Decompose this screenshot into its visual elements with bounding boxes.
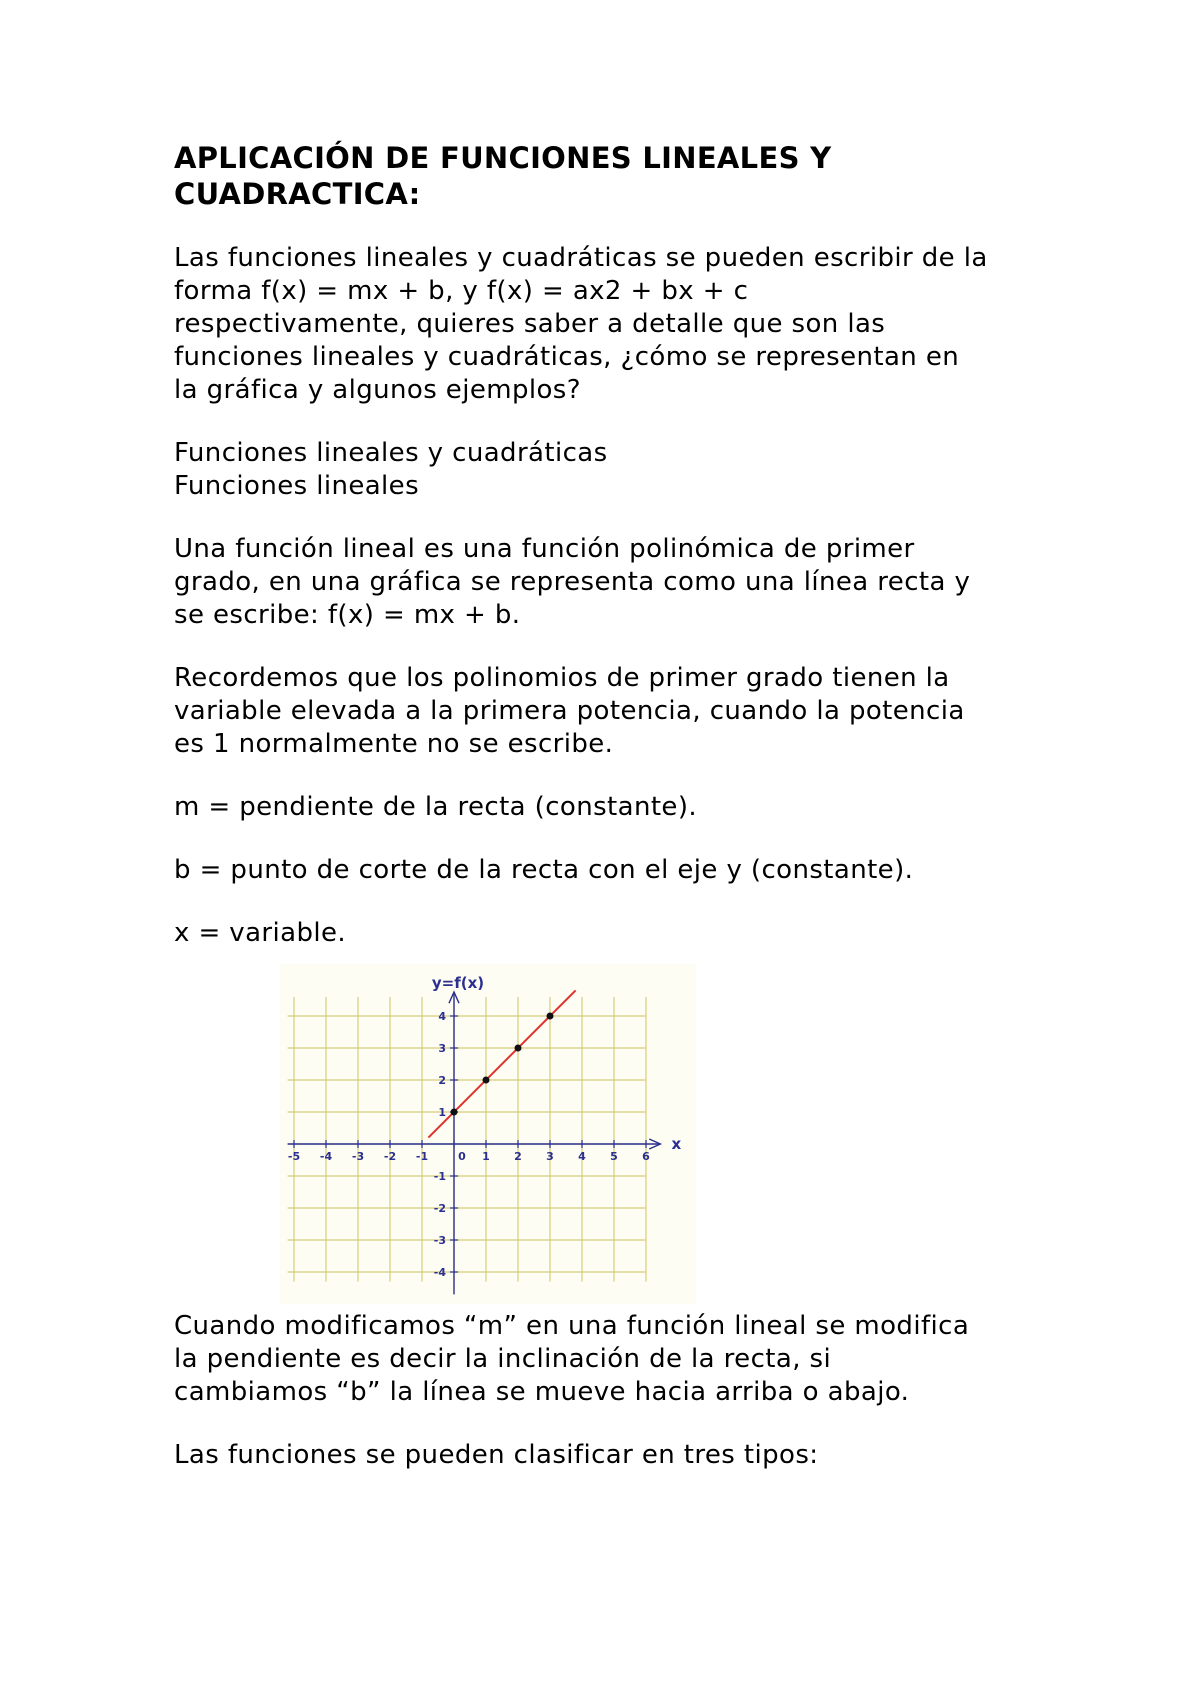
intro-line: la gráfica y algunos ejemplos?	[174, 375, 581, 405]
x-tick-label: 5	[610, 1150, 618, 1163]
y-tick-label: 1	[438, 1106, 446, 1119]
intro-line: Las funciones lineales y cuadráticas se pueden escribir de la	[174, 243, 988, 273]
y-tick-label: -1	[433, 1170, 446, 1183]
recall-line: es 1 normalmente no se escribe.	[174, 729, 614, 759]
x-axis-label: x	[671, 1135, 682, 1153]
classify-sentence: Las funciones se pueden clasificar en tres tipos:	[174, 1440, 819, 1470]
modify-line: cambiamos “b” la línea se mueve hacia arriba o abajo.	[174, 1377, 910, 1407]
data-point	[547, 1013, 554, 1020]
definition-line: se escribe: f(x) = mx + b.	[174, 600, 521, 630]
x-tick-label: 2	[514, 1150, 522, 1163]
x-tick-label: 3	[546, 1150, 554, 1163]
definition-paragraph	[174, 533, 1074, 632]
subsection-heading: Funciones lineales	[174, 471, 420, 501]
m-definition: m = pendiente de la recta (constante).	[174, 792, 698, 822]
x-tick-label: -2	[383, 1150, 397, 1163]
recall-line: Recordemos que los polinomios de primer grado tienen la	[174, 663, 950, 693]
x-tick-label: -3	[351, 1150, 365, 1163]
definition-line: Una función lineal es una función polinómica de primer	[174, 534, 915, 564]
x-definition: x = variable.	[174, 918, 347, 948]
document-page	[174, 140, 1074, 1472]
x-tick-label: -5	[287, 1150, 301, 1163]
recall-line: variable elevada a la primera potencia, cuando la potencia	[174, 696, 965, 726]
b-definition: b = punto de corte de la recta con el eje y (constante).	[174, 855, 914, 885]
y-tick-label: -4	[433, 1266, 446, 1279]
y-axis-label: y=f(x)	[431, 974, 485, 992]
y-tick-label: 3	[438, 1042, 446, 1055]
intro-line: funciones lineales y cuadráticas, ¿cómo se representan en	[174, 342, 960, 372]
x-tick-label: -1	[415, 1150, 429, 1163]
x-tick-label: -4	[319, 1150, 333, 1163]
intro-paragraph	[174, 242, 1074, 407]
x-tick-label: 0	[458, 1150, 466, 1163]
definition-line: grado, en una gráfica se representa como una línea recta y	[174, 567, 971, 597]
data-point	[483, 1077, 490, 1084]
recall-paragraph	[174, 662, 1074, 761]
function-line	[428, 990, 575, 1137]
title-line-1: APLICACIÓN DE FUNCIONES LINEALES Y	[174, 141, 832, 175]
data-point	[451, 1109, 458, 1116]
graph-svg	[280, 964, 696, 1304]
modify-paragraph	[174, 1310, 1074, 1409]
section-heading: Funciones lineales y cuadráticas	[174, 438, 608, 468]
modify-line: Cuando modificamos “m” en una función lineal se modifica	[174, 1311, 970, 1341]
x-tick-label: 4	[578, 1150, 586, 1163]
y-tick-label: 4	[438, 1010, 446, 1023]
intro-line: forma f(x) = mx + b, y f(x) = ax2 + bx + c	[174, 276, 749, 306]
modify-line: la pendiente es decir la inclinación de la recta, si	[174, 1344, 832, 1374]
y-tick-label: 2	[438, 1074, 446, 1087]
y-tick-label: -3	[433, 1234, 446, 1247]
linear-function-graph	[280, 964, 696, 1304]
y-tick-label: -2	[433, 1202, 446, 1215]
x-tick-label: 6	[642, 1150, 650, 1163]
x-tick-label: 1	[482, 1150, 490, 1163]
document-title	[174, 140, 1074, 212]
title-line-2: CUADRACTICA:	[174, 177, 421, 211]
intro-line: respectivamente, quieres saber a detalle que son las	[174, 309, 886, 339]
data-point	[515, 1045, 522, 1052]
